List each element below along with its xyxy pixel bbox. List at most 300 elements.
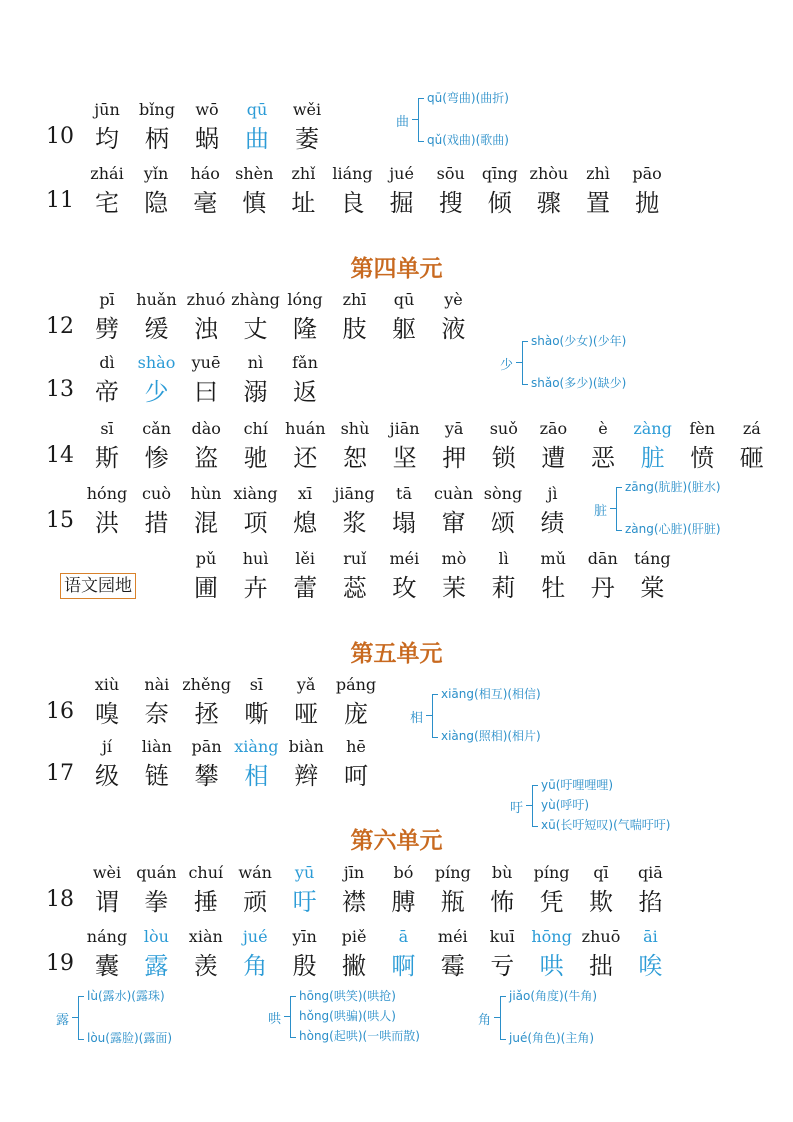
pinyin: tā <box>396 484 412 503</box>
vocab-cell <box>426 290 482 344</box>
hanzi: 骤 <box>536 189 561 217</box>
pinyin: xī <box>297 484 313 503</box>
hanzi: 置 <box>586 189 610 217</box>
vocab-cell <box>178 290 234 344</box>
pinyin: è <box>598 419 608 438</box>
pinyin: wèi <box>92 863 122 882</box>
vocab-cell <box>228 419 284 473</box>
hanzi: 吁 <box>292 888 317 916</box>
pinyin: cuò <box>142 484 171 503</box>
row-number: 18 <box>46 887 74 912</box>
hanzi: 帝 <box>95 378 119 406</box>
pinyin: lěi <box>295 549 316 568</box>
note-line: hōng(哄笑)(哄抢) <box>299 989 396 1003</box>
pinyin: yè <box>444 290 463 309</box>
vocab-cell <box>476 549 532 603</box>
hanzi: 膊 <box>391 888 416 916</box>
pinyin: xiù <box>94 675 120 694</box>
hanzi: 茉 <box>442 574 466 602</box>
vocab-cell <box>178 863 234 917</box>
vocab-cell <box>524 927 580 981</box>
hanzi: 捶 <box>193 888 218 916</box>
hanzi: 熄 <box>293 509 317 537</box>
pinyin: dào <box>191 419 221 438</box>
hanzi: 相 <box>244 762 269 790</box>
hanzi: 掘 <box>389 189 414 217</box>
pinyin: yā <box>444 419 464 438</box>
vocab-cell <box>525 419 581 473</box>
pinyin: suǒ <box>489 419 518 438</box>
vocab-cell <box>525 484 581 538</box>
pinyin: quán <box>136 863 177 882</box>
vocab-cell <box>129 484 185 538</box>
pinyin: sòng <box>483 484 523 503</box>
vocab-cell <box>277 419 333 473</box>
hanzi: 隆 <box>293 315 317 343</box>
hanzi: 隐 <box>144 189 169 217</box>
note-line: xiàng(照相)(相片) <box>441 729 541 743</box>
hanzi: 躯 <box>392 315 416 343</box>
vocab-cell <box>376 549 432 603</box>
pinyin: cǎn <box>142 419 171 438</box>
note-line: lù(露水)(露珠) <box>87 989 165 1003</box>
vocab-cell <box>128 164 184 218</box>
pinyin: zāo <box>539 419 568 438</box>
pinyin: dì <box>99 353 115 372</box>
hanzi: 坚 <box>392 444 417 472</box>
pinyin: chí <box>243 419 268 438</box>
vocab-cell <box>79 863 135 917</box>
pinyin: jīn <box>343 863 365 882</box>
hanzi: 斯 <box>95 444 119 472</box>
vocab-cell <box>128 863 184 917</box>
pinyin: yīn <box>292 927 317 946</box>
pinyin: jí <box>101 737 113 756</box>
row-number: 19 <box>46 951 74 976</box>
hanzi: 返 <box>293 378 317 406</box>
hanzi: 脏 <box>640 444 665 472</box>
hanzi: 浊 <box>194 315 218 343</box>
pinyin: píng <box>434 863 471 882</box>
vocab-cell <box>178 484 234 538</box>
note-bracket <box>500 996 506 1040</box>
vocab-cell <box>525 549 581 603</box>
vocab-cell <box>79 164 135 218</box>
pinyin: mǔ <box>540 549 566 568</box>
vocab-cell <box>376 484 432 538</box>
vocab-cell <box>573 927 629 981</box>
vocab-cell <box>328 675 384 729</box>
note-tick <box>284 1016 290 1017</box>
pinyin: huì <box>242 549 269 568</box>
pinyin: cuàn <box>433 484 474 503</box>
hanzi: 呵 <box>344 762 368 790</box>
hanzi: 柄 <box>145 125 169 153</box>
hanzi: 顽 <box>243 888 268 916</box>
row-number: 16 <box>46 699 74 724</box>
pinyin: jué <box>389 164 414 183</box>
pinyin: qiā <box>637 863 663 882</box>
vocab-cell <box>228 675 284 729</box>
hanzi: 角 <box>243 952 268 980</box>
pinyin: wō <box>195 100 219 119</box>
vocab-cell <box>326 927 382 981</box>
vocab-cell <box>674 419 730 473</box>
pinyin: fèn <box>689 419 716 438</box>
pinyin: pǔ <box>195 549 217 568</box>
hanzi: 攀 <box>194 762 219 790</box>
hanzi: 欺 <box>589 888 613 916</box>
vocab-cell <box>128 927 184 981</box>
vocab-cell <box>129 419 185 473</box>
hanzi: 绩 <box>540 509 565 537</box>
note-bracket <box>522 341 528 385</box>
pinyin: yǎ <box>296 675 316 694</box>
vocab-cell <box>277 484 333 538</box>
pinyin: méi <box>389 549 420 568</box>
pinyin: biàn <box>288 737 324 756</box>
pinyin: táng <box>634 549 671 568</box>
hanzi: 羡 <box>193 952 218 980</box>
hanzi: 恕 <box>343 444 367 472</box>
hanzi: 谓 <box>95 888 119 916</box>
pinyin: fǎn <box>292 353 318 372</box>
hanzi: 浆 <box>342 509 367 537</box>
vocab-cell <box>328 737 384 791</box>
vocab-cell <box>624 549 680 603</box>
vocab-cell <box>475 484 531 538</box>
pinyin: háo <box>190 164 220 183</box>
vocab-cell <box>426 549 482 603</box>
vocab-cell <box>228 549 284 603</box>
note-key: 脏 <box>594 504 608 519</box>
hanzi: 棠 <box>640 574 665 602</box>
vocab-cell <box>474 927 530 981</box>
vocab-cell <box>228 290 284 344</box>
hanzi: 押 <box>442 444 467 472</box>
note-line: qǔ(戏曲)(歌曲) <box>427 133 509 147</box>
hanzi: 愤 <box>690 444 715 472</box>
hanzi: 亏 <box>490 952 515 980</box>
vocab-cell <box>619 164 675 218</box>
hanzi: 怖 <box>490 888 515 916</box>
pinyin: xiàng <box>234 737 279 756</box>
pinyin: xiàn <box>188 927 223 946</box>
hanzi: 襟 <box>342 888 366 916</box>
hanzi: 项 <box>243 509 268 537</box>
vocab-cell <box>79 419 135 473</box>
hanzi: 肢 <box>342 315 367 343</box>
vocab-cell <box>79 290 135 344</box>
vocab-cell <box>277 290 333 344</box>
pinyin: pāo <box>632 164 662 183</box>
note-line: zàng(心脏)(肝脏) <box>625 522 721 536</box>
pinyin: hōng <box>531 927 572 946</box>
pinyin: jiān <box>389 419 420 438</box>
pinyin: yǐn <box>143 164 169 183</box>
hanzi: 辫 <box>294 762 319 790</box>
hanzi: 嗅 <box>95 700 119 728</box>
hanzi: 搜 <box>438 189 463 217</box>
note-line: hòng(起哄)(一哄而散) <box>299 1029 420 1043</box>
vocab-cell <box>472 164 528 218</box>
vocab-cell <box>275 164 331 218</box>
note-bracket <box>78 996 84 1040</box>
note-line: shào(少女)(少年) <box>531 334 627 348</box>
row-number: 11 <box>46 188 74 213</box>
hanzi: 宅 <box>95 189 119 217</box>
note-line: xū(长吁短叹)(气喘吁吁) <box>541 818 671 832</box>
pinyin: mò <box>441 549 467 568</box>
pinyin: náng <box>86 927 128 946</box>
note-line: yū(吁哩哩哩) <box>541 778 614 792</box>
vocab-cell <box>425 863 481 917</box>
note-key: 角 <box>478 1013 492 1028</box>
vocab-cell <box>129 737 185 791</box>
hanzi: 蕾 <box>293 574 318 602</box>
vocab-cell <box>375 927 431 981</box>
vocab-cell <box>426 484 482 538</box>
vocab-cell <box>178 549 234 603</box>
pinyin: bǐng <box>139 100 175 119</box>
note-line: shǎo(多少)(缺少) <box>531 376 627 390</box>
row-number: 17 <box>46 761 74 786</box>
vocab-cell <box>79 100 135 154</box>
hanzi: 掐 <box>638 888 663 916</box>
hanzi: 锁 <box>491 444 516 472</box>
vocab-cell <box>228 737 284 791</box>
vocab-cell <box>178 353 234 407</box>
hanzi: 措 <box>144 509 169 537</box>
note-tick <box>412 119 418 120</box>
pinyin: zhái <box>90 164 124 183</box>
pinyin: shào <box>137 353 176 372</box>
pinyin: méi <box>437 927 468 946</box>
hanzi: 卉 <box>243 574 268 602</box>
pinyin: zá <box>742 419 761 438</box>
pinyin: liáng <box>332 164 373 183</box>
vocab-cell <box>277 353 333 407</box>
vocab-cell <box>573 863 629 917</box>
pinyin: wán <box>238 863 272 882</box>
pinyin: lòu <box>143 927 169 946</box>
hanzi: 溺 <box>243 378 268 406</box>
hanzi: 撇 <box>342 952 366 980</box>
pinyin: sī <box>100 419 114 438</box>
note-line: zāng(肮脏)(脏水) <box>625 480 721 494</box>
hanzi: 液 <box>441 315 466 343</box>
vocab-cell <box>521 164 577 218</box>
pinyin: jué <box>242 927 268 946</box>
hanzi: 盗 <box>194 444 219 472</box>
hanzi: 砸 <box>739 444 764 472</box>
vocab-cell <box>474 863 530 917</box>
note-tick <box>516 362 522 363</box>
vocab-cell <box>524 863 580 917</box>
pinyin: zhì <box>586 164 610 183</box>
hanzi: 塌 <box>392 509 416 537</box>
hanzi: 遭 <box>541 444 566 472</box>
vocab-cell <box>375 863 431 917</box>
note-key: 少 <box>500 358 514 373</box>
hanzi: 殷 <box>292 952 317 980</box>
pinyin: lóng <box>287 290 323 309</box>
vocab-cell <box>622 927 678 981</box>
pinyin: zàng <box>633 419 672 438</box>
note-line: jué(角色)(主角) <box>509 1031 595 1045</box>
vocab-cell <box>426 419 482 473</box>
vocab-cell <box>575 549 631 603</box>
hanzi: 瓶 <box>440 888 465 916</box>
hanzi: 哄 <box>539 952 564 980</box>
pinyin: hóng <box>86 484 128 503</box>
pinyin: shù <box>340 419 370 438</box>
hanzi: 劈 <box>95 315 119 343</box>
hanzi: 露 <box>144 952 169 980</box>
row-number: 13 <box>46 377 74 402</box>
row-number: 12 <box>46 314 74 339</box>
vocab-cell <box>376 290 432 344</box>
hanzi: 圃 <box>194 574 218 602</box>
vocab-cell <box>129 100 185 154</box>
garden-label: 语文园地 <box>60 573 136 599</box>
pinyin: zhī <box>342 290 367 309</box>
hanzi: 缓 <box>144 315 169 343</box>
hanzi: 曰 <box>194 378 218 406</box>
pinyin: kuī <box>489 927 515 946</box>
pinyin: hùn <box>190 484 222 503</box>
vocab-cell <box>279 100 335 154</box>
pinyin: jiāng <box>334 484 375 503</box>
pinyin: píng <box>533 863 570 882</box>
hanzi: 恶 <box>591 444 615 472</box>
vocab-cell <box>79 927 135 981</box>
hanzi: 链 <box>144 762 169 790</box>
vocab-cell <box>423 164 479 218</box>
hanzi: 址 <box>291 189 316 217</box>
vocab-cell <box>327 484 383 538</box>
pinyin: zhǐ <box>291 164 316 183</box>
vocab-cell <box>278 675 334 729</box>
hanzi: 拙 <box>589 952 613 980</box>
hanzi: 良 <box>340 189 365 217</box>
pinyin: piě <box>341 927 367 946</box>
hanzi: 毫 <box>193 189 218 217</box>
vocab-cell <box>179 100 235 154</box>
pinyin: dān <box>587 549 618 568</box>
hanzi: 奈 <box>144 700 169 728</box>
pinyin: nài <box>144 675 170 694</box>
note-bracket <box>418 98 424 142</box>
note-line: qū(弯曲)(曲折) <box>427 91 509 105</box>
vocab-cell <box>476 419 532 473</box>
hanzi: 驰 <box>243 444 268 472</box>
vocab-cell <box>177 164 233 218</box>
pinyin: wěi <box>292 100 322 119</box>
vocab-cell <box>277 927 333 981</box>
pinyin: hē <box>346 737 366 756</box>
pinyin: zhòu <box>529 164 569 183</box>
vocab-cell <box>79 675 135 729</box>
pinyin: yuē <box>191 353 221 372</box>
note-line: xiāng(相互)(相信) <box>441 687 541 701</box>
vocab-cell <box>377 419 433 473</box>
hanzi: 牡 <box>541 574 566 602</box>
pinyin: zhěng <box>182 675 231 694</box>
note-bracket <box>432 694 438 738</box>
vocab-cell <box>179 675 235 729</box>
vocab-cell <box>228 353 284 407</box>
note-line: yù(呼吁) <box>541 798 590 812</box>
note-line: lòu(露脸)(露面) <box>87 1031 173 1045</box>
note-tick <box>610 508 616 509</box>
pinyin: sī <box>249 675 264 694</box>
pinyin: ruǐ <box>343 549 367 568</box>
pinyin: sōu <box>436 164 465 183</box>
hanzi: 囊 <box>95 952 119 980</box>
hanzi: 啊 <box>391 952 416 980</box>
note-bracket <box>290 996 296 1038</box>
hanzi: 曲 <box>245 125 269 153</box>
vocab-cell <box>227 927 283 981</box>
note-tick <box>526 805 532 806</box>
vocab-cell <box>226 164 282 218</box>
note-line: hǒng(哄骗)(哄人) <box>299 1009 396 1023</box>
hanzi: 凭 <box>539 888 564 916</box>
hanzi: 拯 <box>194 700 219 728</box>
row-number: 10 <box>46 124 74 149</box>
hanzi: 慎 <box>242 189 267 217</box>
vocab-cell <box>625 419 681 473</box>
vocab-cell <box>724 419 780 473</box>
note-key: 相 <box>410 711 424 726</box>
vocab-cell <box>326 863 382 917</box>
pinyin: lì <box>498 549 509 568</box>
note-tick <box>426 715 432 716</box>
pinyin: zhuó <box>186 290 226 309</box>
vocab-cell <box>178 927 234 981</box>
pinyin: huǎn <box>136 290 177 309</box>
vocab-cell <box>129 290 185 344</box>
hanzi: 窜 <box>441 509 466 537</box>
unit-heading-6: 第六单元 <box>350 828 443 854</box>
vocab-cell <box>228 484 284 538</box>
unit-heading-4: 第四单元 <box>350 256 443 282</box>
pinyin: bù <box>491 863 513 882</box>
pinyin: bó <box>393 863 414 882</box>
pinyin: yū <box>294 863 315 882</box>
hanzi: 抛 <box>635 189 660 217</box>
hanzi: 混 <box>194 509 218 537</box>
hanzi: 嘶 <box>244 700 269 728</box>
note-bracket <box>616 487 622 531</box>
pinyin: páng <box>335 675 377 694</box>
pinyin: ā <box>398 927 409 946</box>
pinyin: āi <box>643 927 658 946</box>
vocab-cell <box>327 419 383 473</box>
hanzi: 倾 <box>487 189 512 217</box>
pinyin: jì <box>547 484 558 503</box>
vocab-cell <box>575 419 631 473</box>
hanzi: 丈 <box>243 315 268 343</box>
pinyin: qū <box>246 100 268 119</box>
pinyin: pān <box>191 737 222 756</box>
vocab-cell <box>178 419 234 473</box>
hanzi: 萎 <box>295 125 319 153</box>
vocab-cell <box>277 863 333 917</box>
pinyin: zhuō <box>581 927 621 946</box>
note-tick <box>72 1017 78 1018</box>
